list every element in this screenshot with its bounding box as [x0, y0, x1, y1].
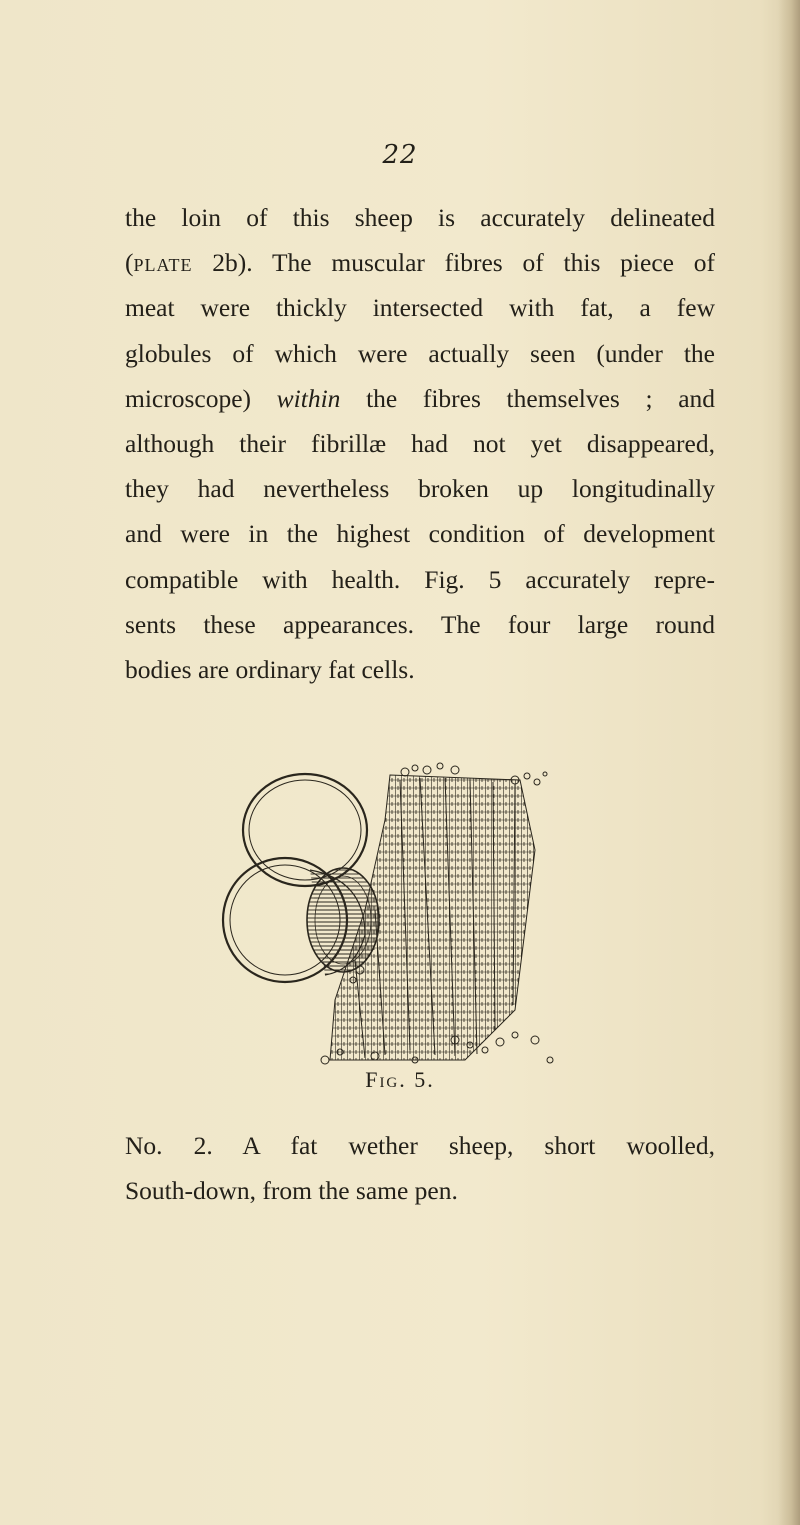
fat-cells-muscle-fibres-illustration — [215, 760, 575, 1065]
fat-cells — [223, 774, 379, 982]
plate-reference: plate — [133, 248, 193, 278]
figure-caption: Fig. 5. — [365, 1067, 435, 1092]
text-line: compatible with health. Fig. 5 accurately repre- — [125, 564, 715, 594]
text-line: sents these appearances. The four large round — [125, 609, 715, 639]
text-line: South-down, from the same pen. — [125, 1176, 458, 1206]
text-line: although their fibrillæ had not yet disappeared, — [125, 428, 715, 458]
page-number: 22 — [382, 140, 418, 170]
text-line: (plate 2b). The muscular fibres of this piece of — [125, 248, 715, 278]
text-line: meat were thickly intersected with fat, a few — [125, 293, 715, 323]
text-line: and were in the highest condition of development — [125, 519, 715, 549]
emphasis-within: within — [276, 383, 341, 413]
text-line: they had nevertheless broken up longitudinally — [125, 474, 715, 504]
text-line: bodies are ordinary fat cells. — [125, 654, 415, 684]
text-line: No. 2. A fat wether sheep, short woolled, — [125, 1131, 715, 1160]
page-edge-shadow — [778, 0, 800, 1525]
text-line: globules of which were actually seen (under the — [125, 338, 715, 368]
text-line: the loin of this sheep is accurately delineated — [125, 203, 715, 232]
text-line: microscope) within the fibres themselves ; and — [125, 383, 716, 413]
figure-5-illustration — [215, 760, 575, 1065]
paragraph-2 — [125, 1123, 715, 1213]
paragraph-1 — [125, 195, 715, 692]
